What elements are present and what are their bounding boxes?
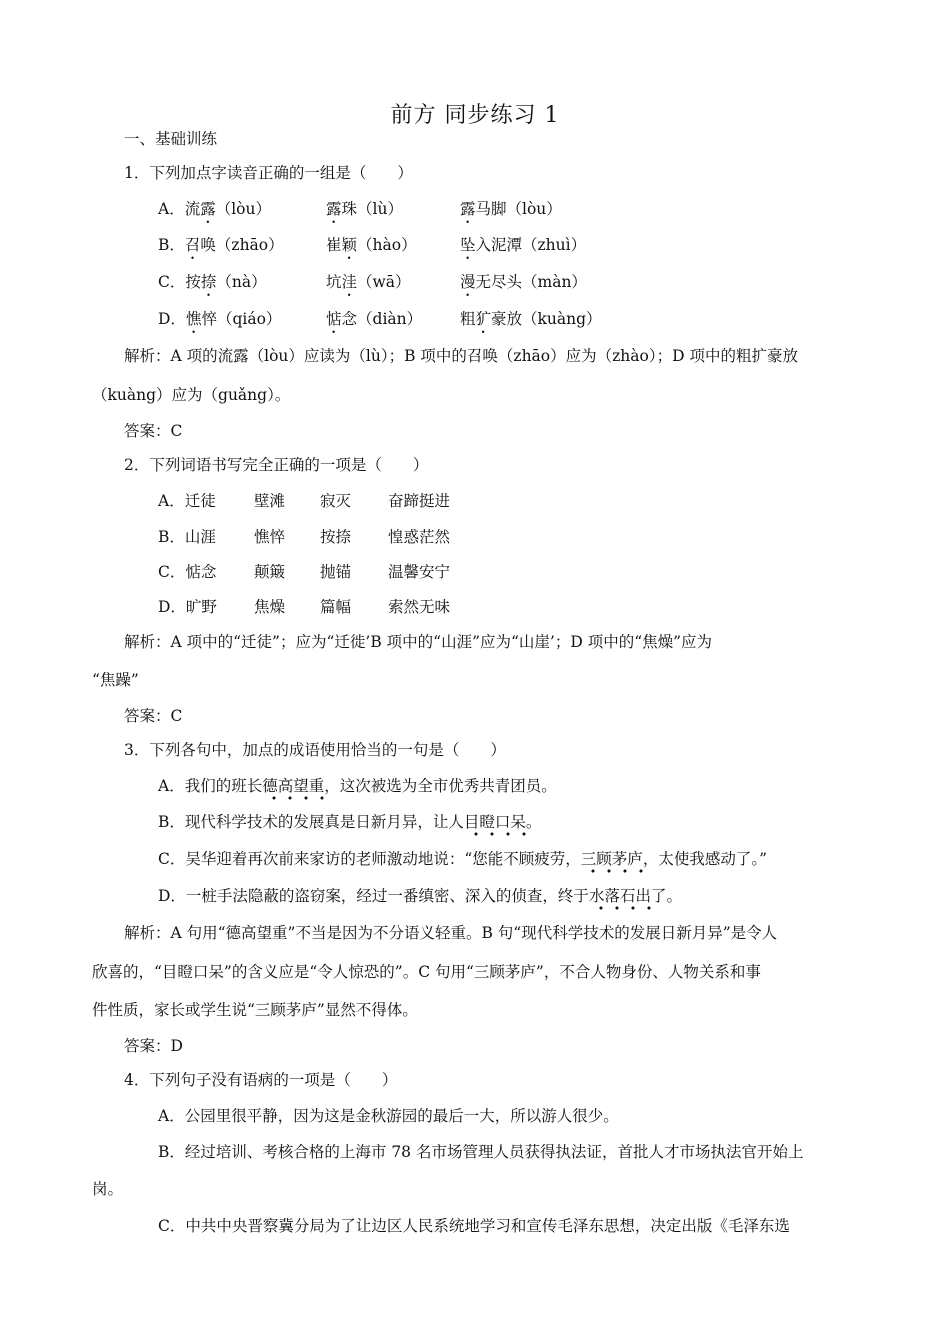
q1-d-2: 惦念（diàn） <box>326 310 423 328</box>
q2-answer: 答案：C <box>124 707 183 725</box>
q1-b-2: 崔颖（hào） <box>326 236 417 254</box>
q3-analysis-line2: 欣喜的，“目瞪口呆”的含义应是“令人惊恐的”。C 句用“三顾茅庐”，不合人物身份、人物关系和事 <box>92 963 761 981</box>
q3-option-c: C．吴华迎着再次前来家访的老师激动地说：“您能不顾疲劳，三顾茅庐，太使我感动了。” <box>158 849 767 869</box>
q1-c-2: 坑洼（wā） <box>326 273 411 291</box>
q3-a-idiom: 德高望重 <box>262 777 324 801</box>
q2-b-4: 惶惑茫然 <box>388 528 451 546</box>
q3-option-a: A．我们的班长德高望重，这次被选为全市优秀共青团员。 <box>158 776 557 796</box>
q1-b-1: B．召唤（zhāo） <box>158 236 284 254</box>
q2-b-3: 按捺 <box>320 528 352 546</box>
q1-b-3: 坠入泥潭（zhuì） <box>460 236 587 254</box>
q4-option-c-line1: C．中共中央晋察冀分局为了让边区人民系统地学习和宣传毛泽东思想，决定出版《毛泽东选 <box>158 1217 790 1235</box>
emphasis-dot: 露 <box>200 200 216 218</box>
q2-d-1: D．旷野 <box>158 598 217 616</box>
q1-a-1: A．流露（lòu） <box>158 200 271 218</box>
q1-analysis-line1: 解析：A 项的流露（lòu）应读为（lù）；B 项中的召唤（zhāo）应为（zhào）；D 项中的粗扩豪放 <box>124 347 798 365</box>
q2-d-2: 焦燥 <box>254 598 286 616</box>
q2-b-2: 憔悴 <box>254 528 286 546</box>
q4-stem: 4．下列句子没有语病的一项是（ ） <box>124 1071 398 1089</box>
q1-c-1: C．按捺（nà） <box>158 273 267 291</box>
q2-d-4: 索然无味 <box>388 598 451 616</box>
q1-analysis-line2: （kuàng）应为（guǎng）。 <box>92 386 291 404</box>
q1-d-3: 粗犷豪放（kuàng） <box>460 310 602 328</box>
q2-a-1: A．迁徒 <box>158 492 216 510</box>
q1-a-3: 露马脚（lòu） <box>460 200 562 218</box>
q2-analysis-line2: “焦躁” <box>92 671 139 689</box>
q4-option-b-line2: 岗。 <box>92 1180 124 1198</box>
q1-d-1: D．憔悴（qiáo） <box>158 310 282 328</box>
q3-option-d: D．一桩手法隐蔽的盗窃案，经过一番缜密、深入的侦查，终于水落石出了。 <box>158 886 682 906</box>
q3-option-b: B．现代科学技术的发展真是日新月异，让人目瞪口呆。 <box>158 812 541 832</box>
page-title: 前方 同步练习 1 <box>390 103 560 128</box>
q1-a-2: 露珠（lù） <box>326 200 403 218</box>
q2-analysis-line1: 解析：A 项中的“迁徒”；应为“迁徙’B 项中的“山涯”应为“山崖’；D 项中的“焦燥”应为 <box>124 633 713 651</box>
q2-c-4: 温馨安宁 <box>388 563 451 581</box>
q3-analysis-line3: 件性质，家长或学生说“三顾茅庐”显然不得体。 <box>92 1001 418 1019</box>
q3-d-idiom: 水落石出 <box>589 887 651 911</box>
q1-stem: 1．下列加点字读音正确的一组是（ ） <box>124 164 413 182</box>
q1-answer: 答案：C <box>124 422 183 440</box>
q3-b-idiom: 目瞪口呆 <box>464 813 526 837</box>
q2-c-3: 抛锚 <box>320 563 352 581</box>
q2-a-4: 奋蹄挺进 <box>388 492 451 510</box>
q2-a-2: 壁滩 <box>254 492 286 510</box>
q2-a-3: 寂灭 <box>320 492 352 510</box>
q3-answer: 答案：D <box>124 1037 183 1055</box>
q3-c-idiom: 三顾茅庐 <box>581 850 643 874</box>
q2-c-1: C．惦念 <box>158 563 217 581</box>
q4-option-b-line1: B．经过培训、考核合格的上海市 78 名市场管理人员获得执法证，首批人才市场执法官开始上 <box>158 1143 804 1161</box>
q2-stem: 2．下列词语书写完全正确的一项是（ ） <box>124 456 429 474</box>
q3-analysis-line1: 解析：A 句用“德高望重”不当是因为不分语义轻重。B 句“现代科学技术的发展日新月异”是令人 <box>124 924 778 942</box>
q2-c-2: 颠簸 <box>254 563 286 581</box>
q3-stem: 3．下列各句中，加点的成语使用恰当的一句是（ ） <box>124 741 506 759</box>
q2-d-3: 篇幅 <box>320 598 352 616</box>
q2-b-1: B．山涯 <box>158 528 216 546</box>
section-heading: 一、基础训练 <box>124 130 218 148</box>
q4-option-a: A．公园里很平静，因为这是金秋游园的最后一大，所以游人很少。 <box>158 1107 619 1125</box>
q1-c-3: 漫无尽头（màn） <box>460 273 587 291</box>
